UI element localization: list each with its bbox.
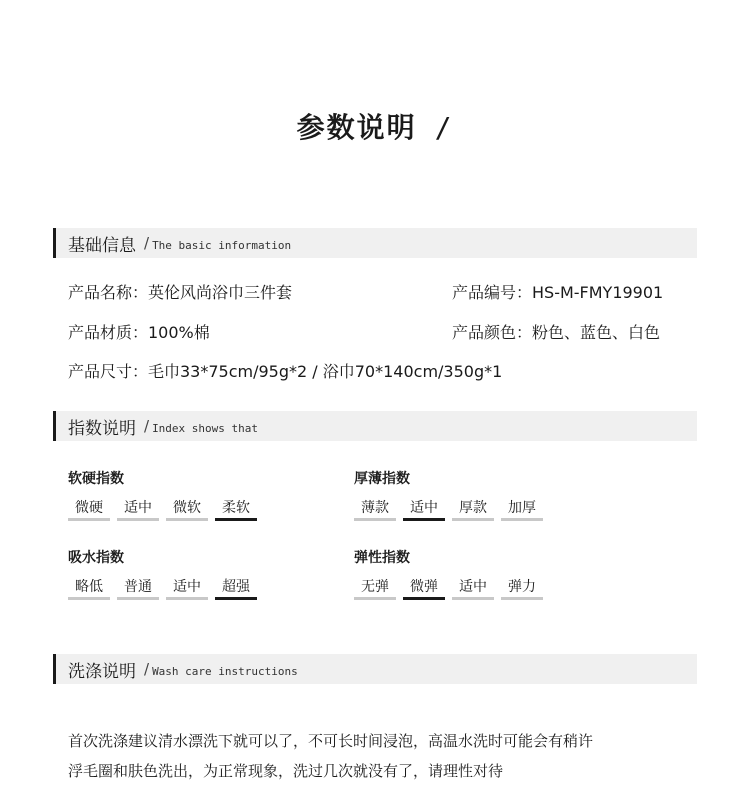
- section-index-title: 指数说明: [68, 418, 136, 439]
- index-tag: 加厚: [501, 498, 543, 521]
- index-tag: 适中: [403, 498, 445, 521]
- index-absorbency-title: 吸水指数: [68, 550, 124, 566]
- section-separator: /: [144, 660, 150, 678]
- section-basic-info-header: [53, 228, 697, 258]
- section-wash-subtitle: Wash care instructions: [152, 664, 298, 678]
- index-softness-title: 软硬指数: [68, 471, 124, 487]
- section-basic-info-title: 基础信息: [68, 235, 136, 256]
- index-tag: 普通: [117, 577, 159, 600]
- index-tag: 微硬: [68, 498, 110, 521]
- index-tag: 略低: [68, 577, 110, 600]
- wash-instructions: [68, 726, 708, 786]
- index-absorbency: [68, 548, 264, 600]
- section-index-subtitle: Index shows that: [152, 421, 259, 435]
- section-separator: /: [144, 417, 150, 435]
- index-tag: 适中: [452, 577, 494, 600]
- product-color: 产品颜色：粉色、蓝色、白色: [452, 323, 661, 342]
- page-title: [0, 108, 750, 148]
- wash-instructions-line: 浮毛圈和肤色洗出，为正常现象，洗过几次就没有了，请理性对待: [68, 762, 504, 780]
- index-tag: 柔软: [215, 498, 257, 521]
- section-basic-info-subtitle: The basic information: [152, 238, 292, 252]
- index-elasticity-title: 弹性指数: [354, 550, 410, 566]
- product-material: 产品材质：100%棉: [68, 323, 210, 342]
- index-tag: 适中: [117, 498, 159, 521]
- section-index-header: [53, 411, 697, 441]
- index-elasticity: [354, 548, 550, 600]
- product-size: 产品尺寸：毛巾33*75cm/95g*2 / 浴巾70*140cm/350g*1: [68, 362, 503, 381]
- index-tag: 微弹: [403, 577, 445, 600]
- index-tag: 厚款: [452, 498, 494, 521]
- index-tag: 微软: [166, 498, 208, 521]
- wash-instructions-line: 首次洗涤建议清水漂洗下就可以了，不可长时间浸泡，高温水洗时可能会有稍许: [68, 732, 594, 750]
- section-wash-title: 洗涤说明: [68, 661, 136, 682]
- section-wash-header: [53, 654, 697, 684]
- page-title-slash: /: [434, 111, 454, 144]
- page-title-text: 参数说明: [296, 111, 417, 144]
- index-tag: 弹力: [501, 577, 543, 600]
- index-tag: 超强: [215, 577, 257, 600]
- index-thickness: [354, 469, 550, 521]
- index-tag: 适中: [166, 577, 208, 600]
- index-thickness-title: 厚薄指数: [354, 471, 410, 487]
- product-name: 产品名称：英伦风尚浴巾三件套: [68, 283, 293, 302]
- product-code: 产品编号：HS-M-FMY19901: [452, 283, 664, 302]
- index-tag: 无弹: [354, 577, 396, 600]
- section-separator: /: [144, 234, 150, 252]
- index-tag: 薄款: [354, 498, 396, 521]
- index-softness: [68, 469, 264, 521]
